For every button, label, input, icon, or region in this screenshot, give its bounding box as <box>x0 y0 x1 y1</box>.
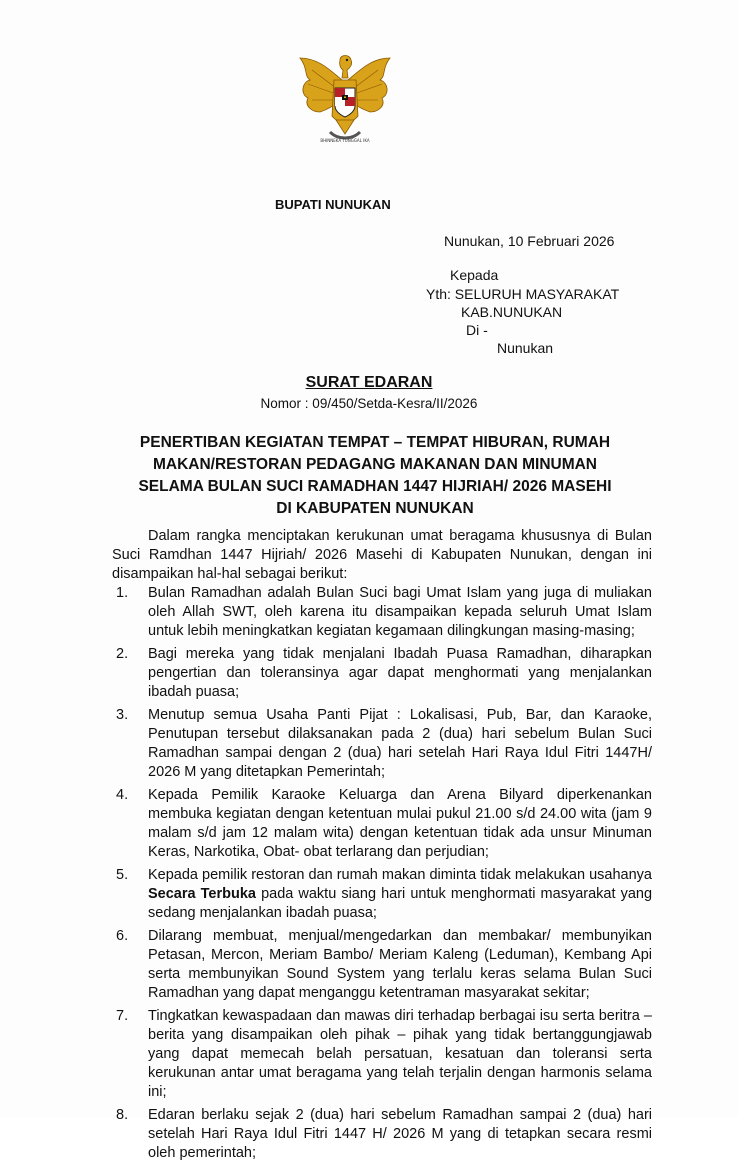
recipient-city: Nunukan <box>497 340 554 356</box>
item-text: Bulan Ramadhan adalah Bulan Suci bagi Umat Islam yang juga di muliakan oleh Allah SWT, oleh karena itu disampaikan kepada seluruh Umat Islam untuk lebih meningkatkan kegiatan kegamaan dilingkungan masing-masing; <box>148 585 652 639</box>
intro-paragraph: Dalam rangka menciptakan kerukunan umat beragama khususnya di Bulan Suci Ramdhan 1447 Hijriah/ 2026 Masehi di Kabupaten Nunukan, dengan ini disampaikan hal-hal sebagai berikut: <box>112 528 652 582</box>
item-text: Bagi mereka yang tidak menjalani Ibadah Puasa Ramadhan, diharapkan pengertian dan toleransinya agar dapat menghormati yang menjalankan ibadah puasa; <box>148 646 652 700</box>
subject-line: MAKAN/RESTORAN PEDAGANG MAKANAN DAN MINUMAN <box>152 456 598 473</box>
recipient-region: KAB.NUNUKAN <box>461 304 563 320</box>
list-item <box>112 584 652 641</box>
item-text: Dilarang membuat, menjual/mengedarkan dan membakar/ membunyikan Petasan, Mercon, Meriam Bambo/ Meriam Kaleng (Leduman), Kembang Api serta membunyikan Sound System yang terlalu keras selama Bulan Suci Ramadhan yang dapat menganggu ketentraman masyarakat sekitar; <box>148 928 652 1001</box>
item-number: 7. <box>116 1008 129 1024</box>
emblem-motto: BHINNEKA TUNGGAL IKA <box>320 138 370 143</box>
item-number: 6. <box>116 928 129 944</box>
list-item <box>112 706 652 782</box>
circular-number: Nomor : 09/450/Setda-Kesra/II/2026 <box>260 396 478 411</box>
item-number: 3. <box>116 707 129 723</box>
item-bold-text: Secara Terbuka <box>148 886 256 902</box>
item-number: 4. <box>116 787 129 803</box>
item-number: 5. <box>116 867 129 883</box>
list-item <box>112 927 652 1003</box>
recipient-di: Di - <box>466 322 488 338</box>
recipient-name: Yth: SELURUH MASYARAKAT <box>426 286 620 302</box>
item-text: Menutup semua Usaha Panti Pijat : Lokalisasi, Pub, Bar, dan Karaoke, Penutupan tersebut dilaksanakan pada 2 (dua) hari sebelum Bulan Suci Ramadhan sampai dengan 2 (dua) hari setelah Hari Raya Idul Fitri 1447H/ 2026 M yang ditetapkan Pemerintah; <box>148 707 652 780</box>
item-text: Kepada pemilik restoran dan rumah makan diminta tidak melakukan usahanya <box>148 867 652 883</box>
item-number: 2. <box>116 646 129 662</box>
subject-line: SELAMA BULAN SUCI RAMADHAN 1447 HIJRIAH/ 2026 MASEHI <box>138 478 612 495</box>
provisions-list <box>112 584 652 1167</box>
subject-line: PENERTIBAN KEGIATAN TEMPAT – TEMPAT HIBURAN, RUMAH <box>139 434 611 451</box>
item-text: pada waktu siang hari untuk menghormati masyarakat yang sedang menjalankan ibadah puasa; <box>148 886 653 921</box>
list-item <box>112 866 652 923</box>
list-item <box>112 786 652 862</box>
office-heading: BUPATI NUNUKAN <box>275 197 391 212</box>
item-number: 8. <box>116 1107 129 1123</box>
subject-heading <box>100 432 650 520</box>
circular-title: SURAT EDARAN <box>305 374 433 391</box>
list-item <box>112 645 652 702</box>
item-text: Edaran berlaku sejak 2 (dua) hari sebelum Ramadhan sampai 2 (dua) hari setelah Hari Raya Idul Fitri 1447 H/ 2026 M yang di tetapkan secara resmi oleh pemerintah; <box>148 1107 652 1161</box>
garuda-emblem-icon <box>290 50 400 150</box>
item-text: Tingkatkan kewaspadaan dan mawas diri terhadap berbagai isu serta beritra – berita yang disampaikan oleh pihak – pihak yang tidak bertanggungjawab yang dapat memecah belah persatuan, kesatuan dan toleransi serta kerukunan antar umat beragama yang telah terjalin dengan harmonis selama ini; <box>148 1008 652 1100</box>
item-number: 1. <box>116 585 129 601</box>
subject-line: DI KABUPATEN NUNUKAN <box>276 500 474 517</box>
place-date: Nunukan, 10 Februari 2026 <box>444 233 615 249</box>
list-item <box>112 1007 652 1102</box>
item-text: Kepada Pemilik Karaoke Keluarga dan Arena Bilyard diperkenankan membuka kegiatan dengan ketentuan mulai pukul 21.00 s/d 24.00 wita (jam 9 malam s/d jam 12 malam wita) dengan ketentuan tidak ada unsur Minuman Keras, Narkotika, Obat- obat terlarang dan perjudian; <box>148 787 652 860</box>
list-item <box>112 1106 652 1163</box>
recipient-label: Kepada <box>450 267 499 283</box>
